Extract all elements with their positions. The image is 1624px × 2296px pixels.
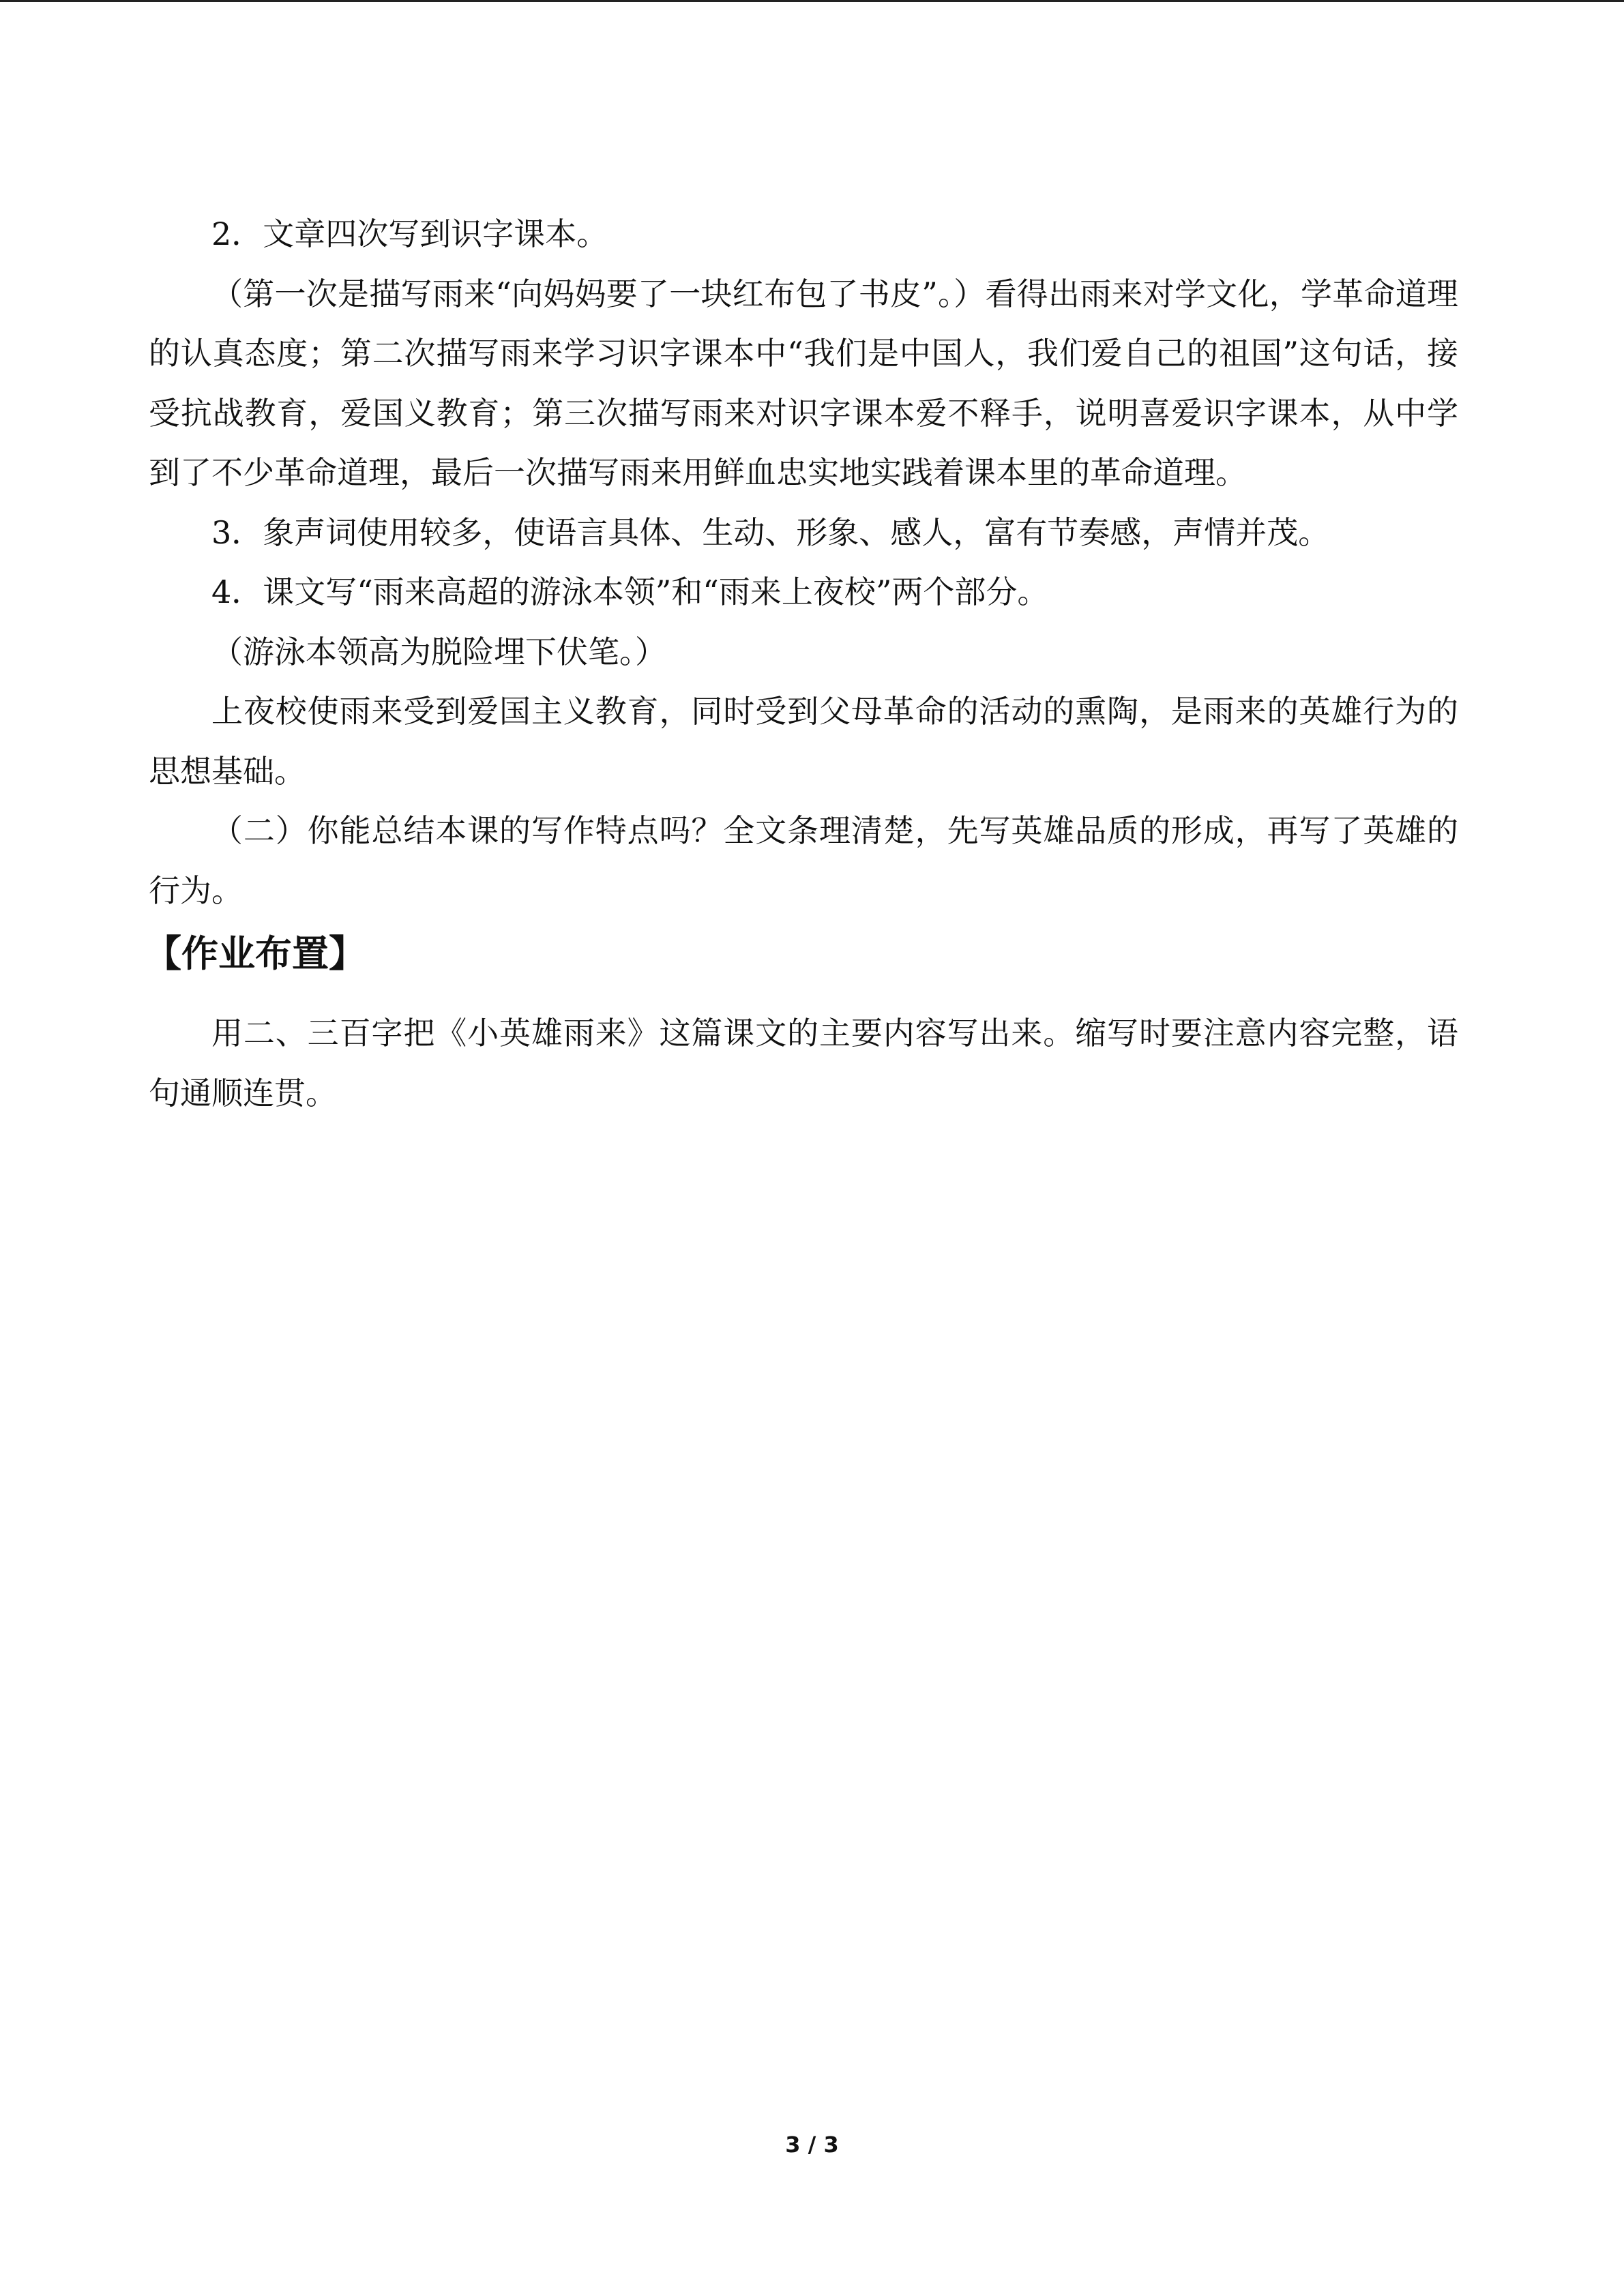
page-number: 3 / 3 [785,2132,839,2158]
point-3-paragraph: 3．象声词使用较多，使语言具体、生动、形象、感人，富有节奏感，声情并茂。 [211,513,1330,551]
writing-features-paragraph: （二）你能总结本课的写作特点吗？全文条理清楚，先写英雄品质的形成，再写了英雄的行为。 [149,812,1458,909]
point-4-paragraph: 4．课文写“雨来高超的游泳本领”和“雨来上夜校”两个部分。 [211,573,1049,610]
homework-paragraph: 用二、三百字把《小英雄雨来》这篇课文的主要内容写出来。缩写时要注意内容完整，语句通顺连贯。 [149,1015,1458,1112]
page-top-border [0,0,1624,2]
homework-heading: 【作业布置】 [145,932,366,975]
swimming-note-paragraph: （游泳本领高为脱险埋下伏笔。） [211,633,666,670]
document-body [145,205,1458,1123]
textbook-explanation-paragraph: （第一次是描写雨来“向妈妈要了一块红布包了书皮”。）看得出雨来对学文化，学革命道理的认真态度；第二次描写雨来学习识字课本中“我们是中国人，我们爱自己的祖国”这句话，接受抗战教育，爱国义教育；第三次描写雨来对识字课本爱不释手，说明喜爱识字课本，从中学到了不少革命道理，最后一次描写雨来用鲜血忠实地实践着课本里的革命道理。 [149,275,1458,491]
point-2-paragraph: 2．文章四次写到识字课本。 [211,215,608,252]
night-school-paragraph: 上夜校使雨来受到爱国主义教育，同时受到父母革命的活动的熏陶，是雨来的英雄行为的思想基础。 [149,693,1458,790]
